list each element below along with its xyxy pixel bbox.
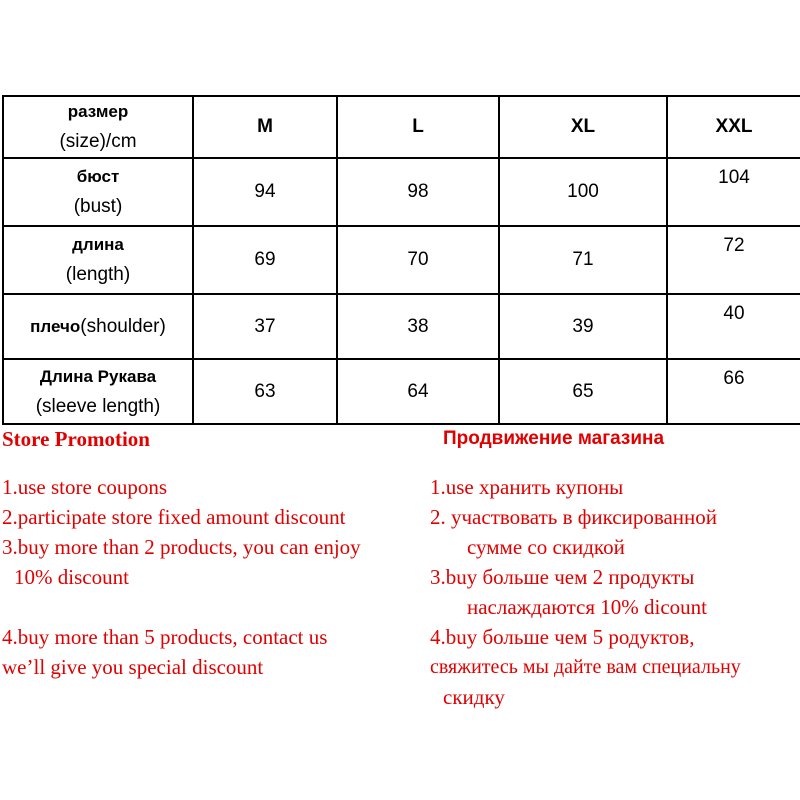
row-label-cell (3, 294, 193, 359)
promotion-line-ru: 3.buy больше чем 2 продукты (430, 565, 695, 589)
promotion-line-ru: 4.buy больше чем 5 родуктов, (430, 625, 695, 649)
table-row-bust (3, 158, 800, 226)
table-cell: 98 (337, 158, 499, 226)
promotion-line-ru: 2. участвовать в фиксированной (430, 505, 717, 529)
size-header-xl: XL (499, 96, 667, 158)
table-cell: 94 (193, 158, 337, 226)
promotion-line-en: 10% discount (14, 565, 129, 589)
size-label-en: (size)/cm (59, 131, 137, 152)
promotion-line-ru: скидку (443, 685, 505, 709)
table-cell: 72 (667, 226, 800, 294)
row-label-cell (3, 226, 193, 294)
promotion-line-en: 2.participate store fixed amount discount (2, 505, 346, 529)
table-cell: 70 (337, 226, 499, 294)
promotion-title-ru: Продвижение магазина (443, 428, 665, 449)
table-cell: 64 (337, 359, 499, 424)
size-header-m: M (193, 96, 337, 158)
row-label-cell (3, 359, 193, 424)
table-cell: 38 (337, 294, 499, 359)
row-label-en: (shoulder) (80, 315, 166, 337)
table-cell: 40 (667, 294, 800, 359)
promotion-line-en: 4.buy more than 5 products, contact us (2, 625, 328, 649)
table-cell: 69 (193, 226, 337, 294)
table-row-shoulder (3, 294, 800, 359)
table-cell: 65 (499, 359, 667, 424)
row-label-ru: длина (72, 235, 124, 254)
row-label-cell (3, 158, 193, 226)
row-label-ru: бюст (76, 167, 120, 186)
promotion-line-ru: наслаждаются 10% dicount (467, 595, 708, 619)
row-label-en: (length) (65, 264, 131, 285)
promotion-line-en: 3.buy more than 2 products, you can enjoy (2, 535, 361, 559)
table-cell: 37 (193, 294, 337, 359)
size-chart-table (2, 95, 800, 425)
promotion-line-ru: 1.use хранить купоны (430, 475, 624, 499)
table-cell: 71 (499, 226, 667, 294)
row-label-en: (sleeve length) (35, 395, 161, 417)
table-cell: 100 (499, 158, 667, 226)
table-cell: 66 (667, 359, 800, 424)
promotion-line-ru: сумме со скидкой (467, 535, 625, 559)
promotion-line-en: 1.use store coupons (2, 475, 168, 499)
table-row-length (3, 226, 800, 294)
size-header-l: L (337, 96, 499, 158)
size-label-cell (3, 96, 193, 158)
table-cell: 104 (667, 158, 800, 226)
row-label-ru: плечо (30, 316, 81, 336)
table-cell: 63 (193, 359, 337, 424)
size-label-ru: размер (67, 102, 129, 121)
size-header-xxl: XXL (667, 96, 800, 158)
table-row-sleeve (3, 359, 800, 424)
row-label-en: (bust) (73, 196, 123, 217)
table-header-row (3, 96, 800, 158)
promotion-line-en: we’ll give you special discount (2, 655, 264, 679)
promotion-line-ru: свяжитесь мы дайте вам специальну (430, 656, 741, 678)
table-cell: 39 (499, 294, 667, 359)
row-label-ru: Длина Рукава (39, 366, 157, 386)
promotion-title-en: Store Promotion (2, 427, 150, 451)
